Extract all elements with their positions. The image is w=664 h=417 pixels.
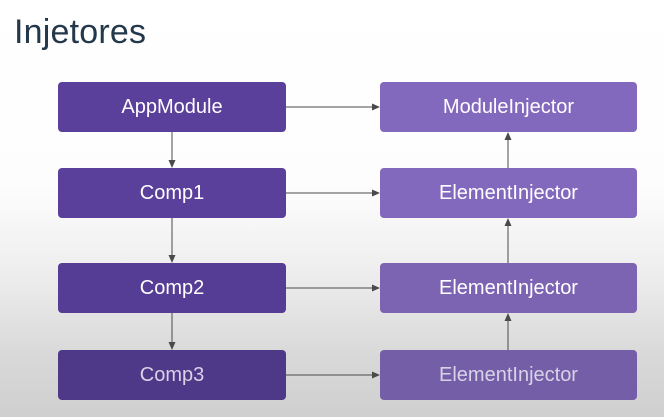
- page-title: Injetores: [14, 13, 147, 51]
- node-comp3: Comp3: [58, 350, 286, 400]
- node-moduleinjector: ModuleInjector: [380, 82, 637, 132]
- node-elementinjector-2: ElementInjector: [380, 263, 637, 313]
- node-appmodule: AppModule: [58, 82, 286, 132]
- node-comp1: Comp1: [58, 168, 286, 218]
- node-elementinjector-3: ElementInjector: [380, 350, 637, 400]
- node-comp2: Comp2: [58, 263, 286, 313]
- node-elementinjector-1: ElementInjector: [380, 168, 637, 218]
